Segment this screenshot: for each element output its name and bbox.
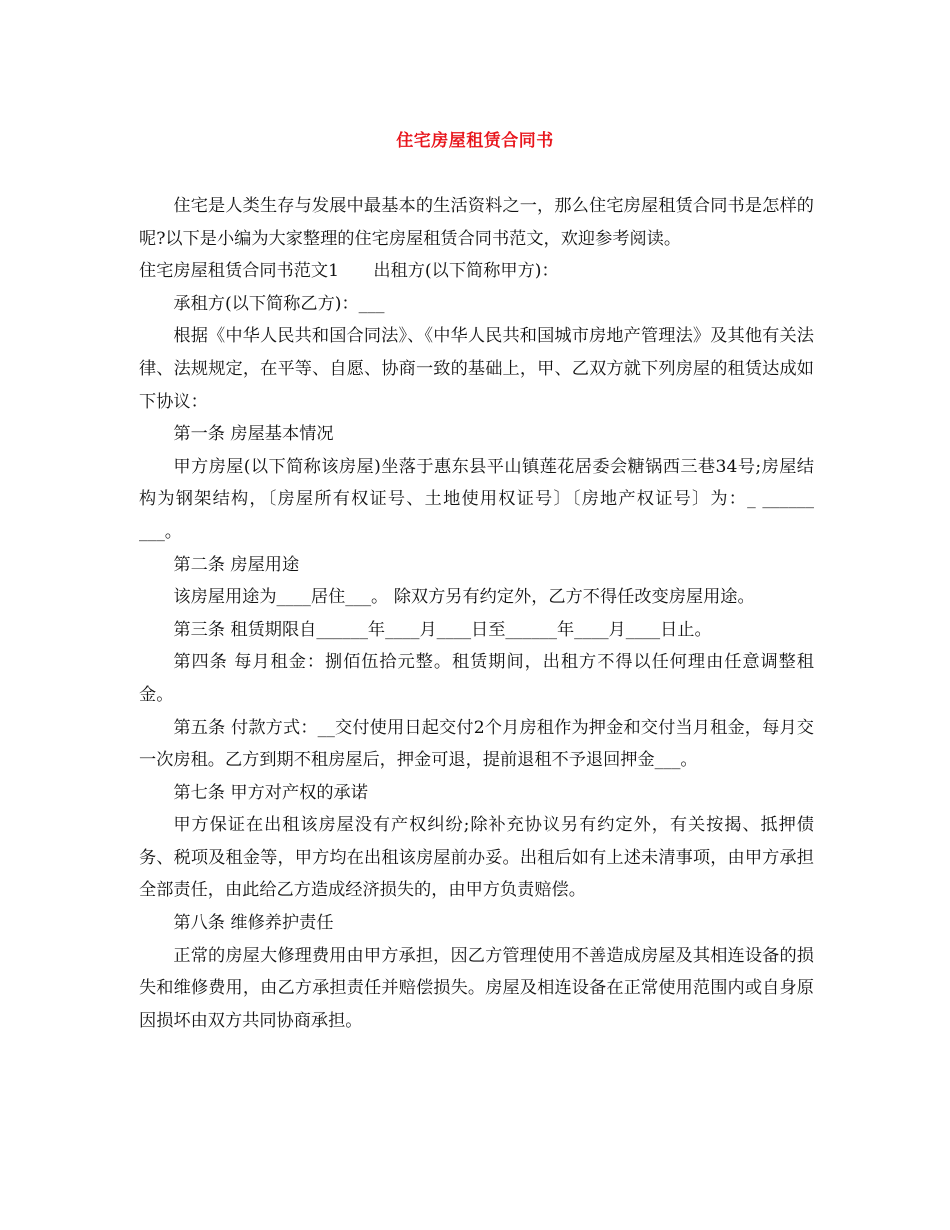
article-7-body: 甲方保证在出租该房屋没有产权纠纷;除补充协议另有约定外，有关按揭、抵押债务、税项及租金等，甲方均在出租该房屋前办妥。出租后如有上述未清事项，由甲方承担全部责任，由此给乙方造成经济损失的，由甲方负责赔偿。 [139,815,814,901]
article-4: 第四条 每月租金：捌佰伍拾元整。租赁期间，出租方不得以任何理由任意调整租金。 [139,652,814,705]
article-8-body: 正常的房屋大修理费用由甲方承担，因乙方管理使用不善造成房屋及其相连设备的损失和维修费用，由乙方承担责任并赔偿损失。房屋及相连设备在正常使用范围内或自身原因损坏由双方共同协商承担。 [139,945,814,1031]
article-2-heading: 第二条 房屋用途 [173,554,300,575]
article-1-body: 甲方房屋(以下简称该房屋)坐落于惠东县平山镇莲花居委会糖锅西三巷34号;房屋结构为钢架结构，〔房屋所有权证号、土地使用权证号〕〔房地产权证号〕为：_ ______ ___。 [139,456,820,542]
article-1-heading: 第一条 房屋基本情况 [173,424,334,445]
article-2-body: 该房屋用途为____居住___。 除双方另有约定外，乙方不得任改变房屋用途。 [173,587,755,608]
document-body [139,190,820,1037]
article-3: 第三条 租赁期限自______年____月____日至______年____月____日止。 [173,619,712,640]
article-8-heading: 第八条 维修养护责任 [173,913,334,934]
paragraph-sample-heading: 住宅房屋租赁合同书范文1 出租方(以下简称甲方)： [139,261,559,282]
article-7-heading: 第七条 甲方对产权的承诺 [173,782,368,803]
document-title: 住宅房屋租赁合同书 [396,131,554,151]
paragraph-intro: 住宅是人类生存与发展中最基本的生活资料之一，那么住宅房屋租赁合同书是怎样的呢?以下是小编为大家整理的住宅房屋租赁合同书范文，欢迎参考阅读。 [139,196,814,249]
paragraph-legal-basis: 根据《中华人民共和国合同法》、《中华人民共和国城市房地产管理法》及其他有关法律、法规规定，在平等、自愿、协商一致的基础上，甲、乙双方就下列房屋的租赁达成如下协议： [139,326,814,412]
article-5: 第五条 付款方式：__交付使用日起交付2个月房租作为押金和交付当月租金，每月交一次房租。乙方到期不租房屋后，押金可退，提前退租不予退回押金___。 [139,717,814,771]
paragraph-lessee: 承租方(以下简称乙方)：___ [173,293,385,314]
